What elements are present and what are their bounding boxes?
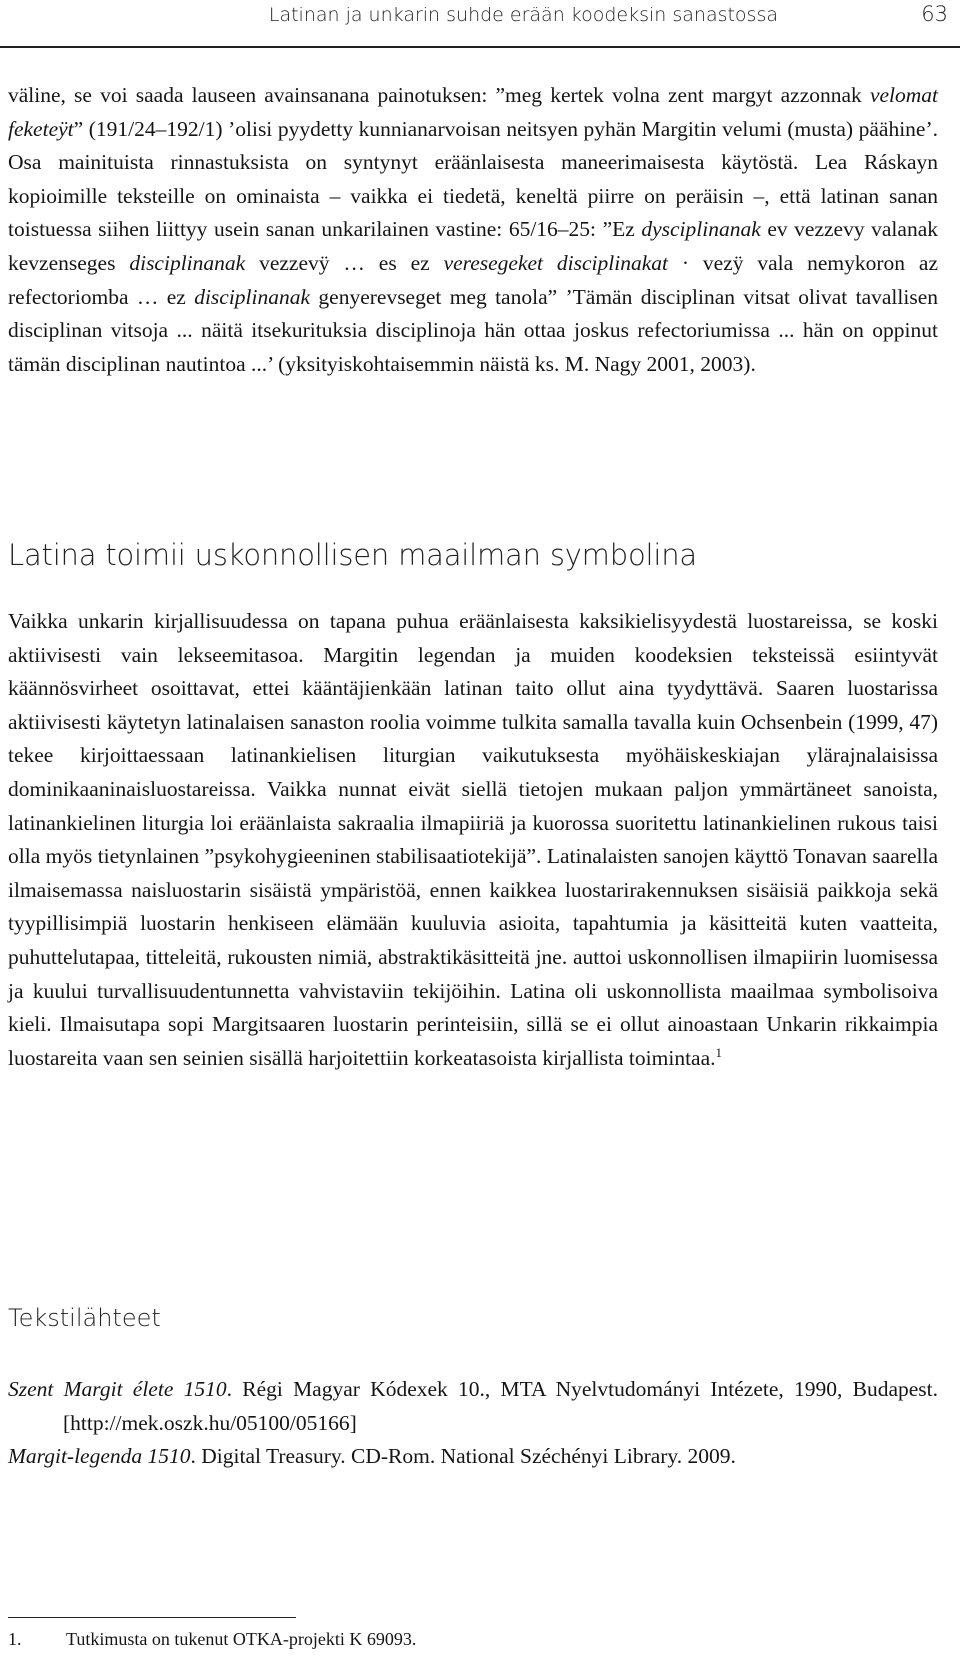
text-run: väline, se voi saada lauseen avainsanana painotuksen: ”meg kertek volna zent margyt azzonnak: [8, 83, 870, 107]
text-run: ” (191/24–192/1) ’olisi pyydetty kunnianarvoisan neitsyen pyhän Margitin velumi (musta) päähine’. Osa mainituista rinnastuksista on syntynyt eräänlaisesta maneerimaisesta käytöstä. Lea Ráskayn kopioimille teksteille on ominaista – vaikka ei tiedetä, keneltä piirre on peräisin –, että latinan sanan toistuessa siihen liittyy usein sanan unkarilainen vastine: 65/16–25: ”Ez: [8, 116, 938, 242]
source-details: . Régi Magyar Kódexek 10., MTA Nyelvtudományi Intézete, 1990, Budapest. [http://mek.oszk.hu/05100/05166]: [63, 1377, 939, 1435]
sources-list: [8, 1373, 938, 1474]
running-title: Latinan ja unkarin suhde erään koodeksin sanastossa: [268, 4, 778, 26]
footnote-number: 1.: [8, 1629, 22, 1649]
header-rule: [0, 46, 960, 48]
page-number: 63: [921, 2, 948, 26]
source-details: . Digital Treasury. CD-Rom. National Széchényi Library. 2009.: [190, 1444, 736, 1469]
footnote: [8, 1629, 938, 1650]
footnote-marker[interactable]: 1: [715, 1044, 723, 1060]
italic-term: disciplinanak: [194, 284, 311, 309]
body-paragraph-2: [8, 605, 938, 1075]
footnote-rule: [8, 1617, 296, 1618]
italic-term: velomat feketeÿt: [8, 83, 938, 141]
text-run: genyerevseget meg tanola” ’Tämän disciplinan vitsat olivat tavallisen disciplinan vitsoja ... näitä itsekurituksia disciplinoja hän ottaa joskus refectoriumissa ... hän on oppinut tämän disciplinan nautintoa ...’ (yksityiskohtaisemmin näistä ks. M. Nagy 2001, 2003).: [8, 284, 939, 376]
sources-heading: Tekstilähteet: [8, 1304, 161, 1332]
source-entry: [8, 1373, 938, 1440]
text-run: Vaikka unkarin kirjallisuudessa on tapana puhua eräänlaisesta kaksikielisyydestä luostareissa, se koski aktiivisesti vain lekseemitasoa. Margitin legendan ja muiden koodeksien teksteissä esiintyvät käännösvirheet osoittavat, ettei kääntäjienkään latinan taito ollut aina tyydyttävä. Saaren luostarissa aktiivisesti käytetyn latinalaisen sanaston roolia voimme tulkita samalla tavalla kuin Ochsenbein (1999, 47) tekee kirjoittaessaan latinankielisen liturgian vaikutuksesta myöhäiskeskiajan ylärajnalaisissa dominikaaninaisluostareissa. Vaikka nunnat eivät siellä tietojen mukaan paljon ymmärtäneet sanoista, latinankielinen liturgia loi eräänlaista sakraalia ilmapiiriä ja kuorossa suoritettu latinankielinen rukous taisi olla myös tietynlainen ”psykohygieeninen stabilisaatiotekijä”. Latinalaisten sanojen käyttö Tonavan saarella ilmaisemassa naisluostarin sisäistä ympäristöä, ennen kaikkea luostarirakennuksen sisäisiä paikkoja sekä tyypillisimpiä luostarin henkiseen elämään kuuluvia asioita, tapahtumia ja käsitteitä kuten vaatteita, puhuttelutapaa, titteleitä, rukousten nimiä, abstraktikäsitteitä jne. auttoi uskonnollisen ilmapiirin luomisessa ja kuului turvallisuudentunnetta vahvistaviin tekijöihin. Latina oli uskonnollista maailmaa symbolisoiva kieli. Ilmaisutapa sopi Margitsaaren luostarin perinteisiin, sillä se ei ollut ainoastaan Unkarin rikkaimpia luostareita vaan sen seinien sisällä harjoitettiin korkeatasoista kirjallista toimintaa.: [8, 609, 938, 1070]
italic-term: dysciplinanak: [641, 217, 761, 242]
running-header: [0, 0, 960, 36]
source-entry: [8, 1440, 938, 1474]
source-title: Szent Margit élete 1510: [8, 1377, 227, 1401]
body-paragraph-1: [8, 79, 938, 381]
text-run: vezzevÿ … es ez: [245, 250, 444, 275]
source-title: Margit-legenda 1510: [8, 1444, 191, 1469]
footnote-text: Tutkimusta on tukenut OTKA-projekti K 69093.: [66, 1629, 417, 1649]
text-run: ev vezzevy valanak kevzenseges: [8, 217, 938, 275]
text-run: · vezÿ vala nemykoron az refectoriomba … ez: [8, 250, 938, 309]
section-heading: Latina toimii uskonnollisen maailman symbolina: [8, 538, 697, 572]
italic-term: disciplinanak: [129, 250, 246, 275]
italic-term: veresegeket disciplinakat: [443, 250, 668, 275]
